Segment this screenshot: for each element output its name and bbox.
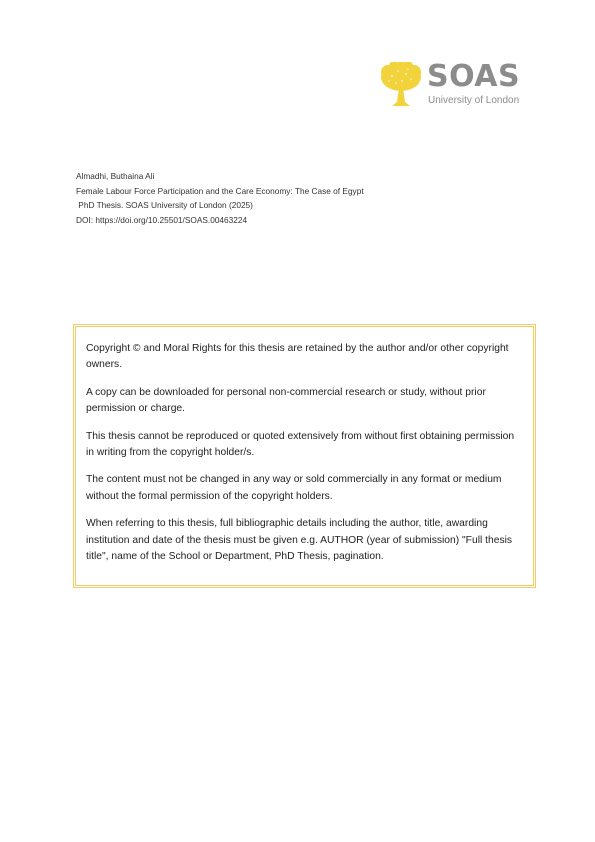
notice-paragraph: When referring to this thesis, full bibliographic details including the author, title, awarding institution and date of the thesis must be given e.g. AUTHOR (year of submission) "Full thesis title", name of the School or Department, PhD Thesis, pagination. <box>86 518 513 563</box>
citation-title: Female Labour Force Participation and the Care Economy: The Case of Egypt <box>76 185 364 196</box>
notice-paragraph: Copyright © and Moral Rights for this thesis are retained by the author and/or other copyright owners. <box>86 343 509 371</box>
tree-icon <box>380 62 422 108</box>
logo-brand-text: SOAS <box>427 59 521 94</box>
notice-paragraph: This thesis cannot be reproduced or quoted extensively from without first obtaining permission in writing from the copyright holder/s. <box>86 430 515 459</box>
citation-thesis: PhD Thesis. SOAS University of London (2025) <box>76 200 253 211</box>
citation-author: Almadhi, Buthaina Ali <box>76 171 155 181</box>
citation-doi: DOI: https://doi.org/10.25501/SOAS.00463224 <box>76 214 248 225</box>
copyright-notice-box <box>73 324 536 588</box>
soas-logo <box>380 60 540 112</box>
notice-paragraph: The content must not be changed in any way or sold commercially in any format or medium without the formal permission of the copyright holders. <box>86 474 502 502</box>
logo-subtitle: University of London <box>428 95 520 106</box>
notice-paragraph: A copy can be downloaded for personal non-commercial research or study, without prior permission or charge. <box>86 386 486 415</box>
citation-block <box>76 169 364 227</box>
